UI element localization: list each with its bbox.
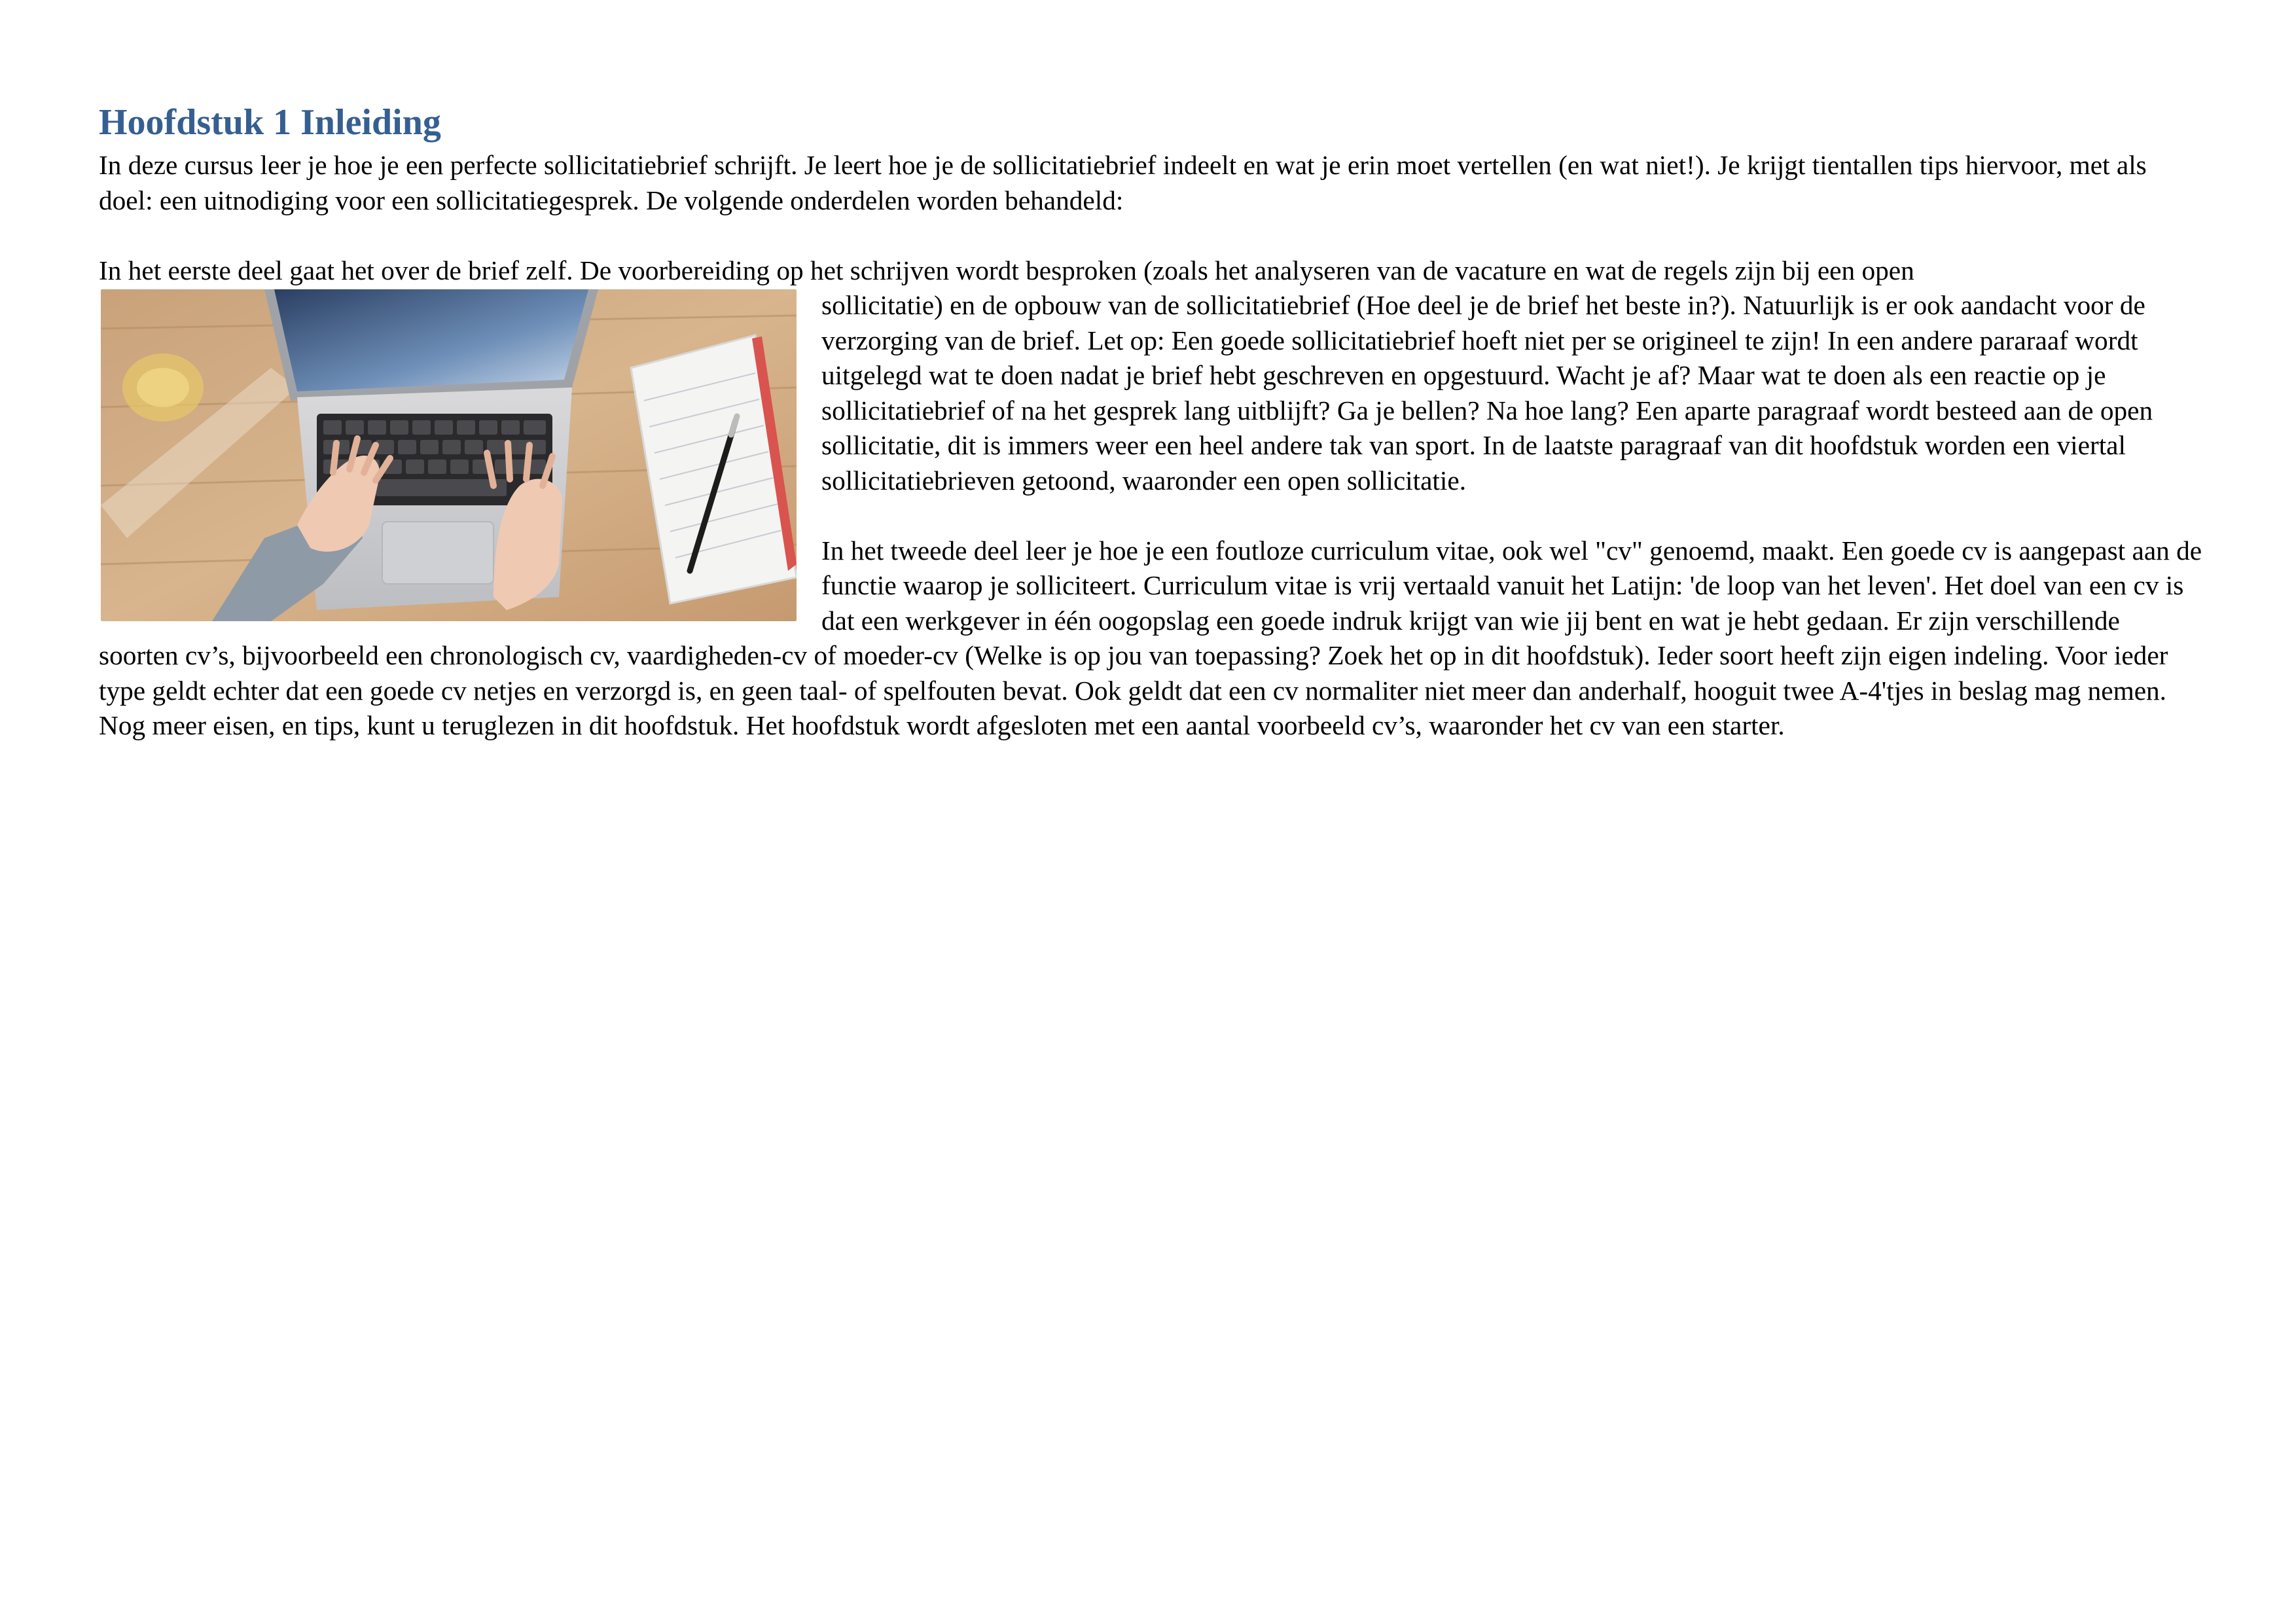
laptop-photo [101, 289, 797, 621]
part1-first-line [99, 253, 2203, 289]
part2-paragraph: In het tweede deel leer je hoe je een foutloze curriculum vitae, ook wel "cv" genoemd, maakt. Een goede cv is aangepast aan de functie waarop je solliciteert. Curriculum vitae is vrij vertaald vanuit het Latijn: 'de loop van het leven'. Het doel van een cv is dat een werkgever in één oogopslag een goede indruk krijgt van wie jij bent en wat je hebt gedaan. Er zijn verschillende soorten cv’s, bijvoorbeeld een chronologisch cv, vaardigheden-cv of moeder-cv (Welke is op jou van toepassing? Zoek het op in dit hoofdstuk). Ieder soort heeft zijn eigen indeling. Voor ieder type geldt echter dat een goede cv netjes en verzorgd is, en geen taal- of spelfouten bevat. Ook geldt dat een cv normaliter niet meer dan anderhalf, hooguit twee A-4'tjes in beslag mag nemen. Nog meer eisen, en tips, kunt u teruglezen in dit hoofdstuk. Het hoofdstuk wordt afgesloten met een aantal voorbeeld cv’s, waaronder het cv van een starter. [99, 535, 2202, 740]
part1-lead: In het eerste deel gaat het over de brief zelf. De voorbereiding op het schrijven wordt besproken (zoals het analyseren van de vacature en wat de regels zijn bij een open [99, 255, 1914, 285]
chapter-title: Hoofdstuk 1 Inleiding [99, 102, 441, 143]
document-page [99, 98, 2203, 744]
part1-block [99, 253, 2203, 744]
intro-paragraph: In deze cursus leer je hoe je een perfecte sollicitatiebrief schrijft. Je leert hoe je de sollicitatiebrief indeelt en wat je erin moet vertellen (en wat niet!). Je krijgt tientallen tips hiervoor, met als doel: een uitnodiging voor een sollicitatiegesprek. De volgende onderdelen worden behandeld: [99, 150, 2147, 215]
part1-rest: sollicitatie) en de opbouw van de sollicitatiebrief (Hoe deel je de brief het beste in?). Natuurlijk is er ook aandacht voor de verzorging van de brief. Let op: Een goede sollicitatiebrief hoeft niet per se origineel te zijn! In een andere pararaaf wordt uitgelegd wat te doen nadat je brief hebt geschreven en opgestuurd. Wacht je af? Maar wat te doen als een reactie op je sollicitatiebrief of na het gesprek lang uitblijft? Ga je bellen? Na hoe lang? Een aparte paragraaf wordt besteed aan de open sollicitatie, dit is immers weer een heel andere tak van sport. In de laatste paragraaf van dit hoofdstuk worden een viertal sollicitatiebrieven getoond, waaronder een open sollicitatie. [821, 290, 2153, 496]
paragraph-spacer [99, 218, 2203, 253]
